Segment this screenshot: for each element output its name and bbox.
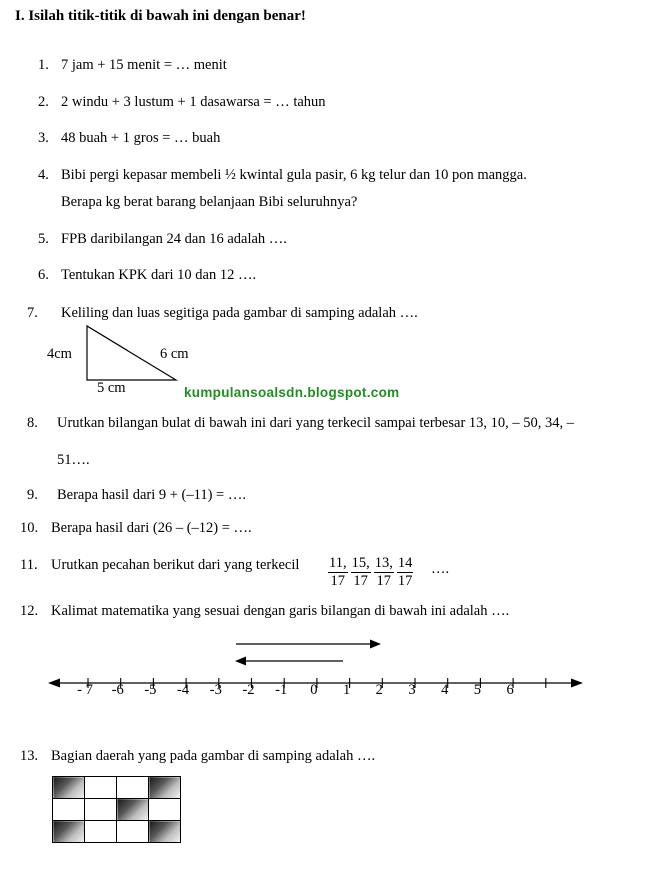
- number-line-label: 0: [310, 682, 318, 698]
- watermark-url: kumpulansoalsdn.blogspot.com: [184, 385, 400, 400]
- q5-text: FPB daribilangan 24 dan 16 adalah ….: [61, 231, 287, 247]
- q11-tail: ….: [431, 561, 450, 577]
- grid-cell-shaded: [53, 777, 85, 799]
- q6-number: 6.: [38, 267, 49, 283]
- q1-number: 1.: [38, 57, 49, 73]
- q13-text: Bagian daerah yang pada gambar di samping adalah ….: [51, 748, 376, 764]
- q13-number: 13.: [20, 748, 39, 764]
- number-line-right-head: [571, 679, 583, 688]
- triangle-side-label: 4cm: [47, 346, 72, 362]
- fraction: $\frac{15,}{17}$: [351, 555, 370, 589]
- q10-text: Berapa hasil dari (26 – (–12) = ….: [51, 520, 252, 536]
- number-line-label: 6: [506, 682, 514, 698]
- q9-number: 9.: [27, 487, 38, 503]
- grid-cell-shaded: [149, 777, 181, 799]
- number-line-label: -6: [111, 682, 124, 698]
- number-line-left-head: [48, 679, 60, 688]
- q5-number: 5.: [38, 231, 49, 247]
- q7-number: 7.: [27, 305, 38, 321]
- number-line-label: -3: [209, 682, 222, 698]
- q8-number: 8.: [27, 415, 38, 431]
- q11-number: 11.: [20, 557, 38, 573]
- grid-cell: [117, 821, 149, 843]
- number-line-label: -5: [144, 682, 157, 698]
- number-line-label: -2: [242, 682, 255, 698]
- grid-cell: [85, 799, 117, 821]
- triangle-hypotenuse-label: 6 cm: [160, 346, 189, 362]
- number-line-label: -1: [275, 682, 288, 698]
- q4-line1: Bibi pergi kepasar membeli ½ kwintal gula pasir, 6 kg telur dan 10 pon mangga.: [61, 167, 527, 183]
- q6-text: Tentukan KPK dari 10 dan 12 ….: [61, 267, 257, 283]
- number-line-label: 3: [408, 682, 416, 698]
- q3-number: 3.: [38, 130, 49, 146]
- q8-line2: 51….: [57, 452, 90, 468]
- triangle-base-label: 5 cm: [97, 380, 126, 396]
- number-line-label: -4: [177, 682, 190, 698]
- grid-cell-shaded: [149, 821, 181, 843]
- grid-cell: [117, 777, 149, 799]
- section-title: I. Isilah titik-titik di bawah ini dengan benar!: [15, 8, 306, 24]
- q4-number: 4.: [38, 167, 49, 183]
- fraction: $\frac{11,}{17}$: [329, 555, 347, 589]
- arrow-left-head: [235, 657, 246, 666]
- grid-cell: [53, 799, 85, 821]
- grid-cell: [149, 799, 181, 821]
- grid-cell: [85, 821, 117, 843]
- grid-cell: [85, 777, 117, 799]
- shaded-grid: [52, 776, 181, 843]
- number-line-label: - 7: [77, 682, 93, 698]
- q8-line1: Urutkan bilangan bulat di bawah ini dari yang terkecil sampai terbesar 13, 10, – 50, 34, –: [57, 415, 575, 431]
- arrow-right-head: [370, 640, 381, 649]
- q2-text: 2 windu + 3 lustum + 1 dasawarsa = … tahun: [61, 94, 326, 110]
- q12-text: Kalimat matematika yang sesuai dengan garis bilangan di bawah ini adalah ….: [51, 603, 510, 619]
- q3-text: 48 buah + 1 gros = … buah: [61, 130, 221, 146]
- number-line-label: 4: [441, 682, 449, 698]
- q7-text: Keliling dan luas segitiga pada gambar di samping adalah ….: [61, 305, 418, 321]
- grid-cell-shaded: [117, 799, 149, 821]
- q4-line2: Berapa kg berat barang belanjaan Bibi seluruhnya?: [61, 194, 358, 210]
- q12-number: 12.: [20, 603, 39, 619]
- q1-text: 7 jam + 15 menit = … menit: [61, 57, 227, 73]
- number-line-label: 5: [473, 682, 482, 698]
- q11-text: Urutkan pecahan berikut dari yang terkecil: [51, 557, 300, 573]
- fraction: $\frac{14}{17}$: [397, 555, 413, 589]
- fraction: $\frac{13,}{17}$: [374, 555, 393, 589]
- q9-text: Berapa hasil dari 9 + (–11) = ….: [57, 487, 246, 503]
- grid-cell-shaded: [53, 821, 85, 843]
- number-line-label: 1: [342, 682, 351, 698]
- q2-number: 2.: [38, 94, 49, 110]
- number-line-label: 2: [375, 682, 383, 698]
- q10-number: 10.: [20, 520, 39, 536]
